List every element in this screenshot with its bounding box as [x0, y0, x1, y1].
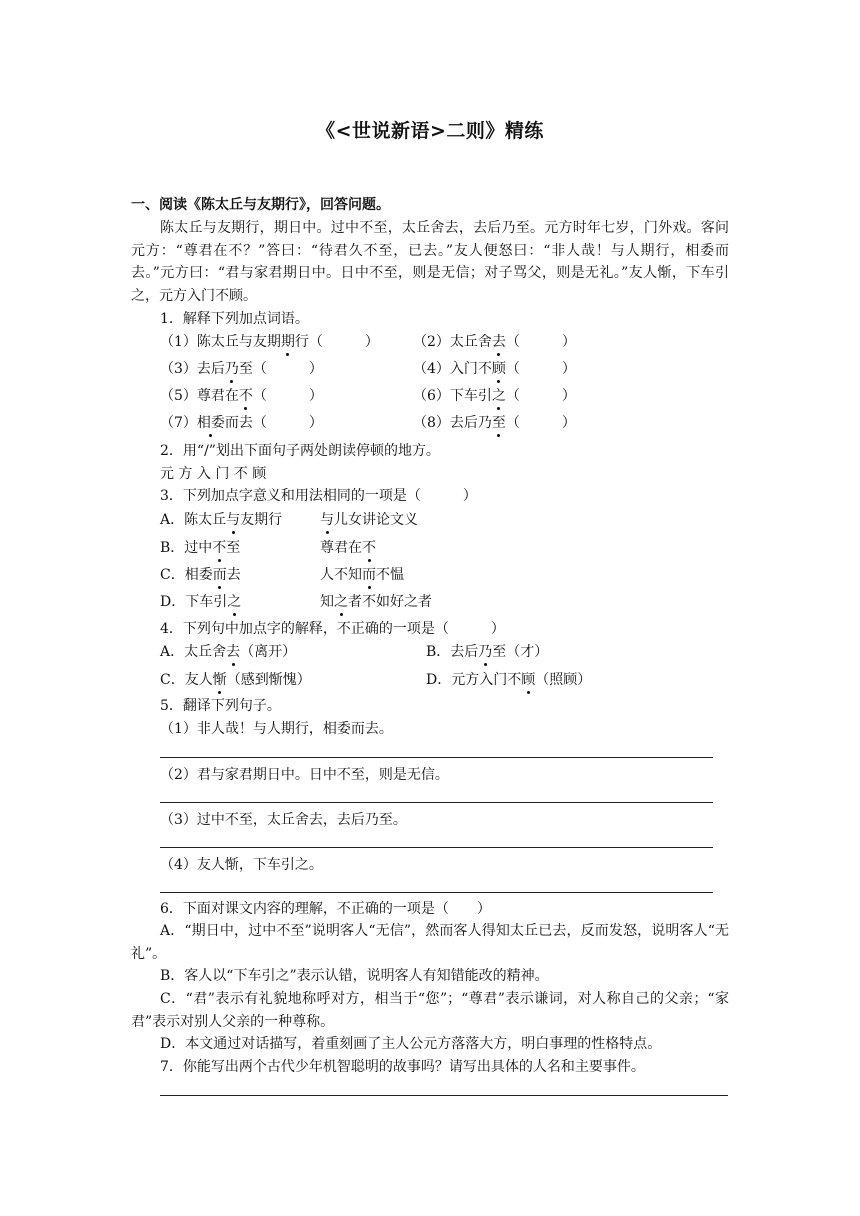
- q3-option-c: C．相委而去: [160, 567, 241, 583]
- q1-item: （2）太丘舍去（ ）: [413, 334, 576, 350]
- answer-line[interactable]: [160, 892, 713, 893]
- q3-option-d: D．下车引之: [160, 594, 242, 610]
- q7-prompt: 7．你能写出两个古代少年机智聪明的故事吗？请写出具体的人名和主要事件。: [160, 1059, 645, 1075]
- q3-option-a-compare: 与儿女讲论文义: [320, 512, 418, 528]
- q1-item: （8）去后乃至（ ）: [413, 415, 576, 431]
- q3-option-b: B．过中不至: [160, 540, 241, 556]
- q5-sentence: （4）友人惭，下车引之。: [160, 857, 323, 873]
- q4-prompt: 4．下列句中加点字的解释，不正确的一项是（ ）: [160, 621, 505, 637]
- q1-item: （5）尊君在不（ ）: [160, 388, 323, 404]
- q2-sentence: 元 方 入 门 不 顾: [160, 466, 267, 482]
- q6-option-a: A．“期日中，过中不至”说明客人“无信”，然而客人得知太丘已去，反而发怒，说明客人“无礼”。: [131, 923, 729, 962]
- q1-item: （7）相委而去（ ）: [160, 415, 323, 431]
- q5-sentence: （2）君与家君期日中。日中不至，则是无信。: [160, 767, 449, 783]
- reading-passage: 陈太丘与友期行，期日中。过中不至，太丘舍去，去后乃至。元方时年七岁，门外戏。客问元方：“尊君在不？”答曰：“待君久不至，已去。”友人便怒曰：“非人哉！与人期行，相委而去。”元方曰：“君与家君期日中。日中不至，则是无信；对子骂父，则是无礼。”友人惭，下车引之，元方入门不顾。: [131, 220, 729, 304]
- answer-line[interactable]: [160, 757, 713, 758]
- answer-line[interactable]: [160, 847, 713, 848]
- q4-option-c: C．友人惭（感到惭愧）: [160, 672, 311, 688]
- q1-prompt: 1．解释下列加点词语。: [160, 311, 309, 327]
- q4-option-b: B．去后乃至（才）: [426, 644, 549, 660]
- q1-item: （1）陈太丘与友期期行（ ）: [160, 334, 379, 350]
- q5-sentence: （1）非人哉！与人期行，相委而去。: [160, 721, 393, 737]
- q1-item: （3）去后乃至（ ）: [160, 361, 323, 377]
- q6-prompt: 6．下面对课文内容的理解，不正确的一项是（ ）: [160, 901, 491, 917]
- page-title: 《<世说新语>二则》精练: [316, 120, 544, 142]
- q5-prompt: 5．翻译下列句子。: [160, 698, 281, 714]
- q3-option-d-compare: 知之者不如好之者: [320, 594, 432, 610]
- q6-option-c: C．“君”表示有礼貌地称呼对方，相当于“您”；“尊君”表示谦词，对人称自己的父亲；“家君”表示对别人父亲的一种尊称。: [131, 991, 729, 1030]
- q3-prompt: 3．下列加点字意义和用法相同的一项是（ ）: [160, 488, 477, 504]
- q3-option-c-compare: 人不知而不愠: [320, 567, 404, 583]
- q6-option-d: D．本文通过对话描写，着重刻画了主人公元方落落大方，明白事理的性格特点。: [160, 1036, 662, 1052]
- q3-option-b-compare: 尊君在不: [320, 540, 376, 556]
- q6-option-b: B．客人以“下车引之”表示认错，说明客人有知错能改的精神。: [160, 968, 549, 984]
- q2-prompt: 2．用“/”划出下面句子两处朗读停顿的地方。: [160, 443, 440, 459]
- q3-option-a: A．陈太丘与友期行: [160, 512, 283, 528]
- q4-option-d: D．元方入门不顾（照顾）: [426, 672, 592, 688]
- answer-line[interactable]: [160, 1095, 728, 1096]
- q1-item: （4）入门不顾（ ）: [413, 361, 576, 377]
- q5-sentence: （3）过中不至，太丘舍去，去后乃至。: [160, 812, 407, 828]
- answer-line[interactable]: [160, 802, 713, 803]
- q1-item: （6）下车引之（ ）: [413, 388, 576, 404]
- section-heading: 一、阅读《陈太丘与友期行》，回答问题。: [131, 197, 390, 213]
- q4-option-a: A．太丘舍去（离开）: [160, 644, 297, 660]
